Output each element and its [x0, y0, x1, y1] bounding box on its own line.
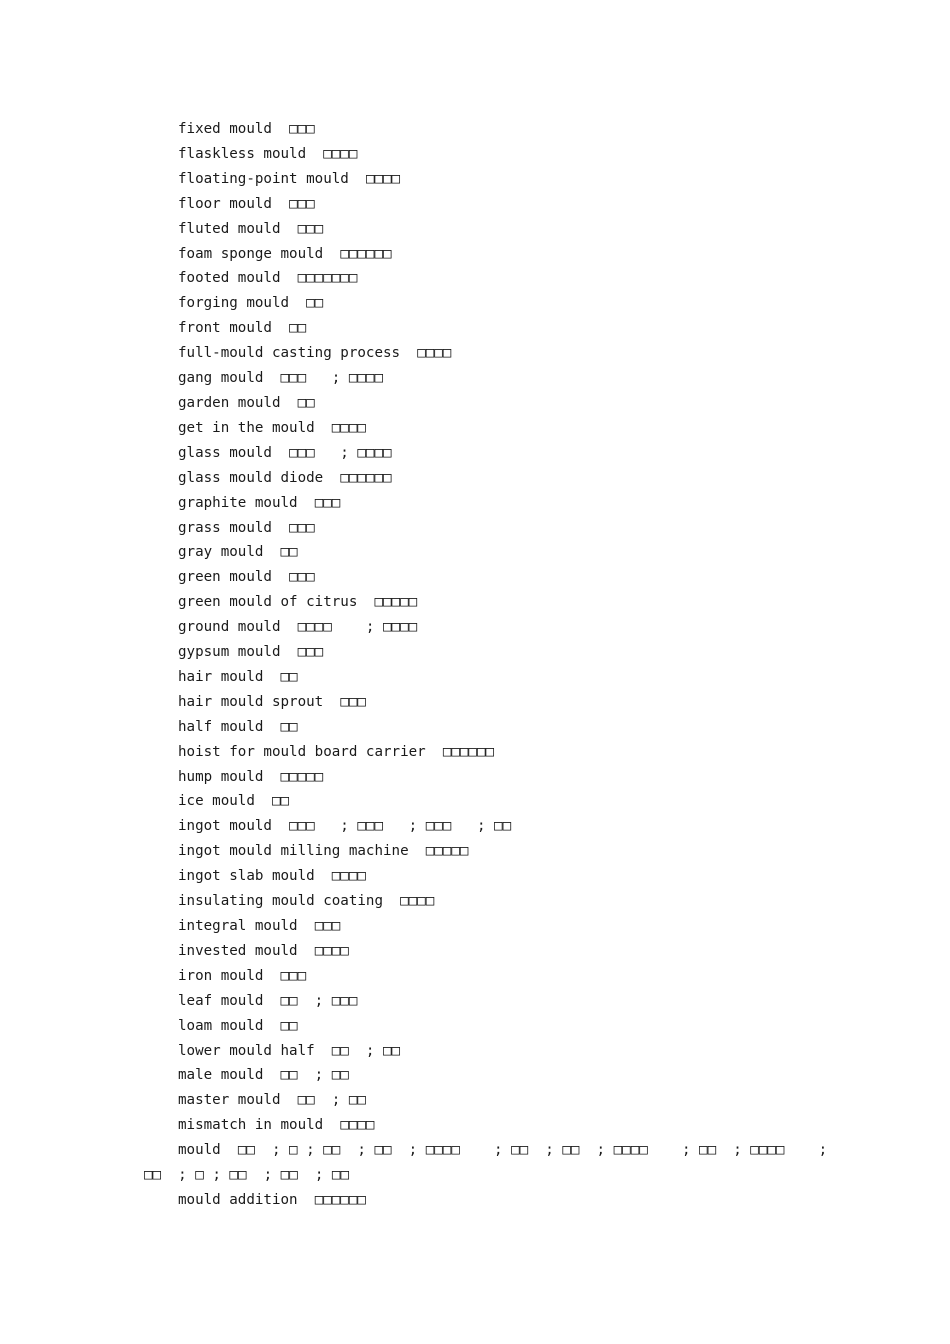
entry-term: grass mould	[178, 519, 272, 536]
glossary-entry	[144, 814, 834, 839]
glossary-entry	[144, 1088, 834, 1113]
glossary-entry	[144, 939, 834, 964]
entry-term: male mould	[178, 1067, 264, 1084]
glossary-entry	[144, 167, 834, 192]
entry-term: ice mould	[178, 793, 255, 810]
entry-translation: □□	[289, 320, 307, 337]
glossary-entry	[144, 765, 834, 790]
entry-translation: □□	[271, 793, 290, 810]
entry-translation: □□□□□□	[340, 245, 392, 262]
glossary-entry	[144, 1039, 834, 1064]
entry-translation: □□ ; □□	[331, 1042, 401, 1059]
entry-term: mould addition	[178, 1191, 298, 1208]
glossary-entry	[144, 640, 834, 665]
entry-translation: □□□	[289, 519, 315, 536]
entry-term: green mould	[178, 569, 272, 586]
glossary-entry	[144, 1014, 834, 1039]
glossary-entry	[144, 740, 834, 765]
entry-term: ground mould	[178, 619, 281, 636]
entry-translation: □□ ; □□	[297, 1092, 366, 1109]
entry-translation: □□□□	[314, 942, 349, 959]
entry-translation: □□□□	[331, 419, 366, 436]
entry-term: floor mould	[178, 195, 272, 212]
entry-translation: □□□	[289, 569, 315, 586]
entry-translation: □□□	[340, 693, 366, 710]
entry-translation: □□□□	[417, 345, 452, 362]
entry-term: floating-point mould	[178, 170, 349, 187]
entry-translation: □□□□□	[280, 768, 324, 785]
entry-term: hoist for mould board carrier	[178, 743, 426, 760]
glossary-entry	[144, 989, 834, 1014]
glossary-entry	[144, 142, 834, 167]
glossary-entry	[144, 839, 834, 864]
entry-term: get in the mould	[178, 419, 315, 436]
entry-translation: □□□□□□	[314, 1191, 366, 1208]
glossary-entry	[144, 690, 834, 715]
glossary-entry	[144, 441, 834, 466]
glossary-entry	[144, 715, 834, 740]
entry-translation: □□□□	[340, 1117, 375, 1134]
entry-term: master mould	[178, 1092, 281, 1109]
entry-term: front mould	[178, 320, 272, 337]
entry-translation: □□□□	[331, 868, 366, 885]
entry-term: fluted mould	[178, 220, 281, 237]
entry-term: iron mould	[178, 967, 264, 984]
entry-translation: □□□□ ; □□□□	[297, 619, 418, 636]
entry-translation: □□□□	[323, 145, 358, 162]
entry-term: forging mould	[178, 295, 290, 312]
glossary-entry	[144, 615, 834, 640]
entry-term: flaskless mould	[178, 145, 307, 162]
entry-translation: □□□□	[365, 170, 401, 187]
entry-term: glass mould diode	[178, 469, 324, 486]
entry-term: loam mould	[178, 1017, 264, 1034]
entry-translation: □□ ; □□	[280, 1067, 349, 1084]
entry-term: insulating mould coating	[178, 893, 383, 910]
entry-term: footed mould	[178, 270, 281, 287]
glossary-entry	[144, 416, 834, 441]
entry-translation: □□□	[289, 121, 315, 137]
glossary-entry	[144, 117, 834, 142]
entry-term: invested mould	[178, 942, 298, 959]
glossary-entry	[144, 540, 834, 565]
entry-term: ingot mould	[178, 818, 272, 835]
glossary-entry	[144, 914, 834, 939]
glossary-entry	[144, 1063, 834, 1088]
entry-term: integral mould	[178, 918, 298, 934]
glossary-entry	[144, 242, 834, 267]
entry-translation: □□	[280, 1017, 298, 1034]
entry-translation: □□□	[289, 195, 315, 212]
entry-term: graphite mould	[178, 494, 298, 511]
entry-translation: □□	[280, 544, 298, 561]
entry-translation: □□	[280, 668, 298, 685]
glossary-entry	[144, 266, 834, 291]
entry-translation: □□□	[314, 494, 341, 511]
entry-translation: □□□ ; □□□ ; □□□ ; □□	[289, 818, 512, 835]
entry-term: garden mould	[178, 394, 281, 411]
entry-term: foam sponge mould	[178, 245, 324, 262]
entry-term: mismatch in mould	[178, 1117, 324, 1134]
glossary-entry	[144, 964, 834, 989]
entry-term: gang mould	[178, 370, 264, 387]
entry-term: hair mould	[178, 668, 264, 685]
glossary-entry	[144, 1113, 834, 1138]
entry-term: full-mould casting process	[178, 345, 401, 362]
glossary-entry	[144, 665, 834, 690]
glossary-entry	[144, 466, 834, 491]
entry-translation: □□ ; □□□	[280, 992, 358, 1009]
entry-term: gypsum mould	[178, 644, 281, 661]
glossary-entry	[144, 341, 834, 366]
glossary-entry	[144, 516, 834, 541]
entry-term: ingot mould milling machine	[178, 843, 409, 860]
entry-term: leaf mould	[178, 992, 264, 1009]
entry-translation: □□□	[297, 220, 324, 237]
glossary-entry	[144, 217, 834, 242]
entry-translation: □□□	[314, 918, 341, 934]
entry-translation: □□□□□□	[442, 743, 495, 760]
glossary-entry	[144, 391, 834, 416]
entry-translation: □□□	[297, 644, 324, 661]
entry-translation: □□□	[280, 967, 307, 984]
entry-term: half mould	[178, 718, 264, 735]
glossary-entry	[144, 291, 834, 316]
entry-translation: □□□□□	[374, 594, 418, 611]
entry-term: mould	[178, 1142, 221, 1159]
entry-term: hump mould	[178, 768, 264, 785]
entry-translation: □□□□	[400, 893, 435, 910]
entry-term: fixed mould	[178, 121, 272, 137]
glossary-entry	[144, 316, 834, 341]
entry-term: glass mould	[178, 444, 272, 461]
glossary-list	[144, 117, 834, 1213]
glossary-entry	[144, 1188, 834, 1213]
glossary-entry	[144, 789, 834, 814]
glossary-entry	[144, 889, 834, 914]
glossary-entry	[144, 565, 834, 590]
entry-translation: □□	[297, 394, 315, 411]
entry-translation: □□ ; □ ; □□ ; □□ ; □□□□ ; □□ ; □□ ; □□□□ ; □□ ; □□□□ ; □□ ; □ ; □□ ; □□ ; □□	[144, 1142, 836, 1184]
entry-translation: □□□□□□□	[297, 270, 358, 287]
entry-translation: □□	[306, 295, 324, 312]
entry-term: gray mould	[178, 544, 264, 561]
entry-term: ingot slab mould	[178, 868, 315, 885]
entry-term: hair mould sprout	[178, 693, 324, 710]
entry-translation: □□□ ; □□□□	[280, 370, 384, 387]
glossary-entry	[144, 864, 834, 889]
glossary-entry	[144, 192, 834, 217]
entry-term: green mould of citrus	[178, 594, 358, 611]
entry-translation: □□□ ; □□□□	[289, 444, 392, 461]
glossary-entry	[144, 491, 834, 516]
entry-translation: □□□□□□	[340, 469, 392, 486]
glossary-entry	[144, 590, 834, 615]
glossary-entry	[144, 1138, 834, 1188]
entry-translation: □□□□□	[425, 843, 469, 860]
glossary-entry	[144, 366, 834, 391]
entry-translation: □□	[280, 718, 298, 735]
entry-term: lower mould half	[178, 1042, 315, 1059]
